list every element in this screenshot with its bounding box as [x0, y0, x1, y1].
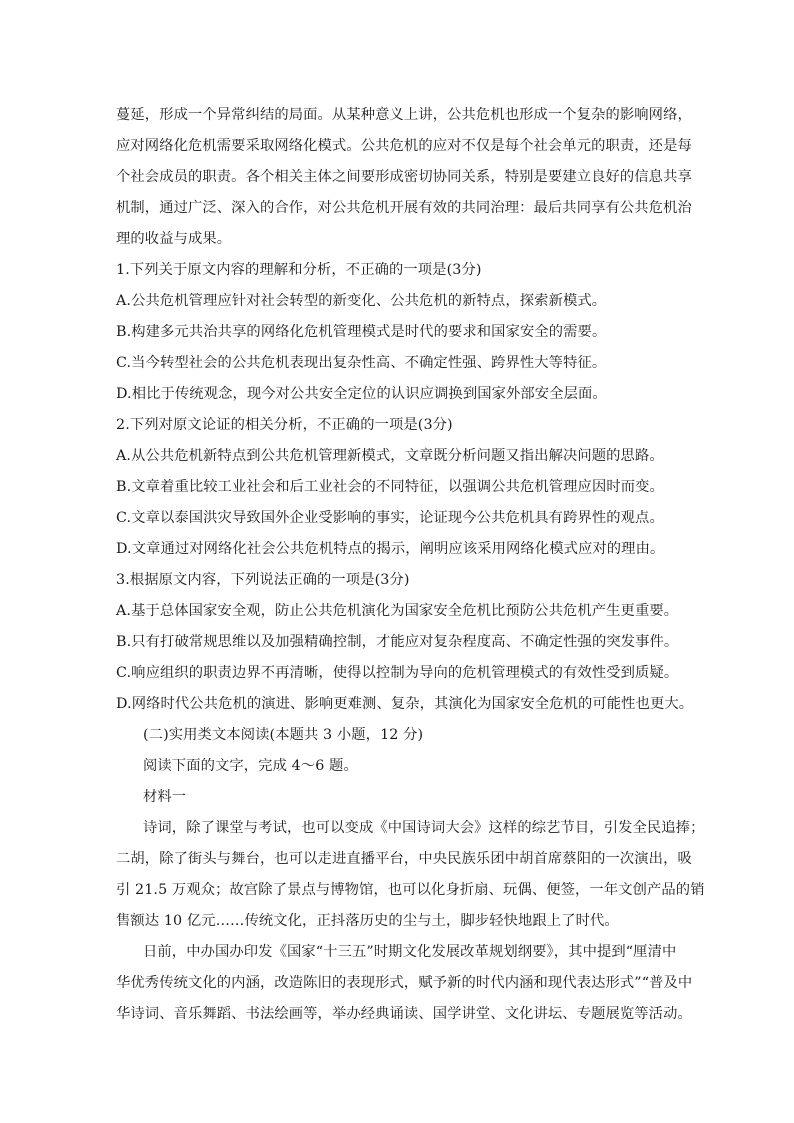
option-d: D.网络时代公共危机的演进、影响更难测、复杂，其演化为国家安全危机的可能性也更大。 — [116, 696, 694, 712]
material-line: 日前，中办国办印发《国家“十三五”时期文化发展改革规划纲要》，其中提到“厘清中 — [143, 944, 677, 960]
question-stem: 3.根据原文内容，下列说法正确的一项是(3分) — [116, 572, 410, 588]
material-line: 售额达 10 亿元……传统文化，正抖落历史的尘与土，脚步轻快地跟上了时代。 — [116, 913, 619, 929]
section-header — [116, 720, 682, 813]
option-c: C.文章以泰国洪灾导致国外企业受影响的事实，论证现今公共危机具有跨界性的观点。 — [116, 510, 664, 526]
option-a: A.公共危机管理应针对社会转型的新变化、公共危机的新特点，探索新模式。 — [116, 293, 607, 309]
section-instruction: 阅读下面的文字，完成 4～6 题。 — [143, 758, 358, 774]
option-c: C.响应组织的职责边界不再清晰，使得以控制为导向的危机管理模式的有效性受到质疑。 — [116, 665, 679, 681]
option-b: B.只有打破常规思维以及加强精确控制，才能应对复杂程度高、不确定性强的突发事件。 — [116, 634, 679, 650]
section-heading: (二)实用类文本阅读(本题共 3 小题，12 分) — [143, 727, 424, 743]
material-paragraph-2 — [116, 937, 693, 1030]
question-stem: 2.下列对原文论证的相关分析，不正确的一项是(3分) — [116, 417, 453, 433]
passage-line: 蔓延，形成一个异常纠结的局面。从某种意义上讲，公共危机也形成一个复杂的影响网络， — [116, 107, 692, 123]
page-content — [116, 100, 705, 1030]
passage-continuation — [116, 100, 692, 255]
option-a: A.从公共危机新特点到公共危机管理新模式，文章既分析问题又指出解决问题的思路。 — [116, 448, 664, 464]
material-line: 诗词，除了课堂与考试，也可以变成《中国诗词大会》这样的综艺节目，引发全民追捧； — [143, 820, 705, 836]
option-a: A.基于总体国家安全观，防止公共危机演化为国家安全危机比预防公共危机产生更重要。 — [116, 603, 679, 619]
option-b: B.构建多元共治共享的网络化危机管理模式是时代的要求和国家安全的需要。 — [116, 324, 607, 340]
option-d: D.文章通过对网络化社会公共危机特点的揭示，阐明应该采用网络化模式应对的理由。 — [116, 541, 665, 557]
question-3 — [116, 565, 694, 720]
option-b: B.文章着重比较工业社会和后工业社会的不同特征，以强调公共危机管理应因时而变。 — [116, 479, 664, 495]
material-paragraph-1 — [116, 813, 705, 937]
material-line: 引 21.5 万观众；故宫除了景点与博物馆，也可以化身折扇、玩偶、便签，一年文创产品的销 — [116, 882, 705, 898]
material-line: 华优秀传统文化的内涵，改造陈旧的表现形式，赋予新的时代内涵和现代表达形式”“普及中 — [116, 975, 693, 991]
passage-line: 理的收益与成果。 — [116, 231, 232, 247]
passage-line: 应对网络化危机需要采取网络化模式。公共危机的应对不仅是每个社会单元的职责，还是每 — [116, 138, 692, 154]
option-d: D.相比于传统观念，现今对公共安全定位的认识应调换到国家外部安全层面。 — [116, 386, 607, 402]
material-line: 华诗词、音乐舞蹈、书法绘画等，举办经典诵读、国学讲堂、文化讲坛、专题展览等活动。 — [116, 1006, 692, 1022]
question-stem: 1.下列关于原文内容的理解和分析，不正确的一项是(3分) — [116, 262, 482, 278]
material-line: 二胡，除了街头与舞台，也可以走进直播平台，中央民族乐团中胡首席蔡阳的一次演出，吸 — [116, 851, 692, 867]
question-2 — [116, 410, 682, 565]
option-c: C.当今转型社会的公共危机表现出复杂性高、不确定性强、跨界性大等特征。 — [116, 355, 607, 371]
passage-line: 个社会成员的职责。各个相关主体之间要形成密切协同关系，特别是要建立良好的信息共享 — [116, 169, 692, 185]
question-1 — [116, 255, 682, 410]
passage-line: 机制，通过广泛、深入的合作，对公共危机开展有效的共同治理：最后共同享有公共危机治 — [116, 200, 692, 216]
material-label: 材料一 — [143, 789, 187, 805]
